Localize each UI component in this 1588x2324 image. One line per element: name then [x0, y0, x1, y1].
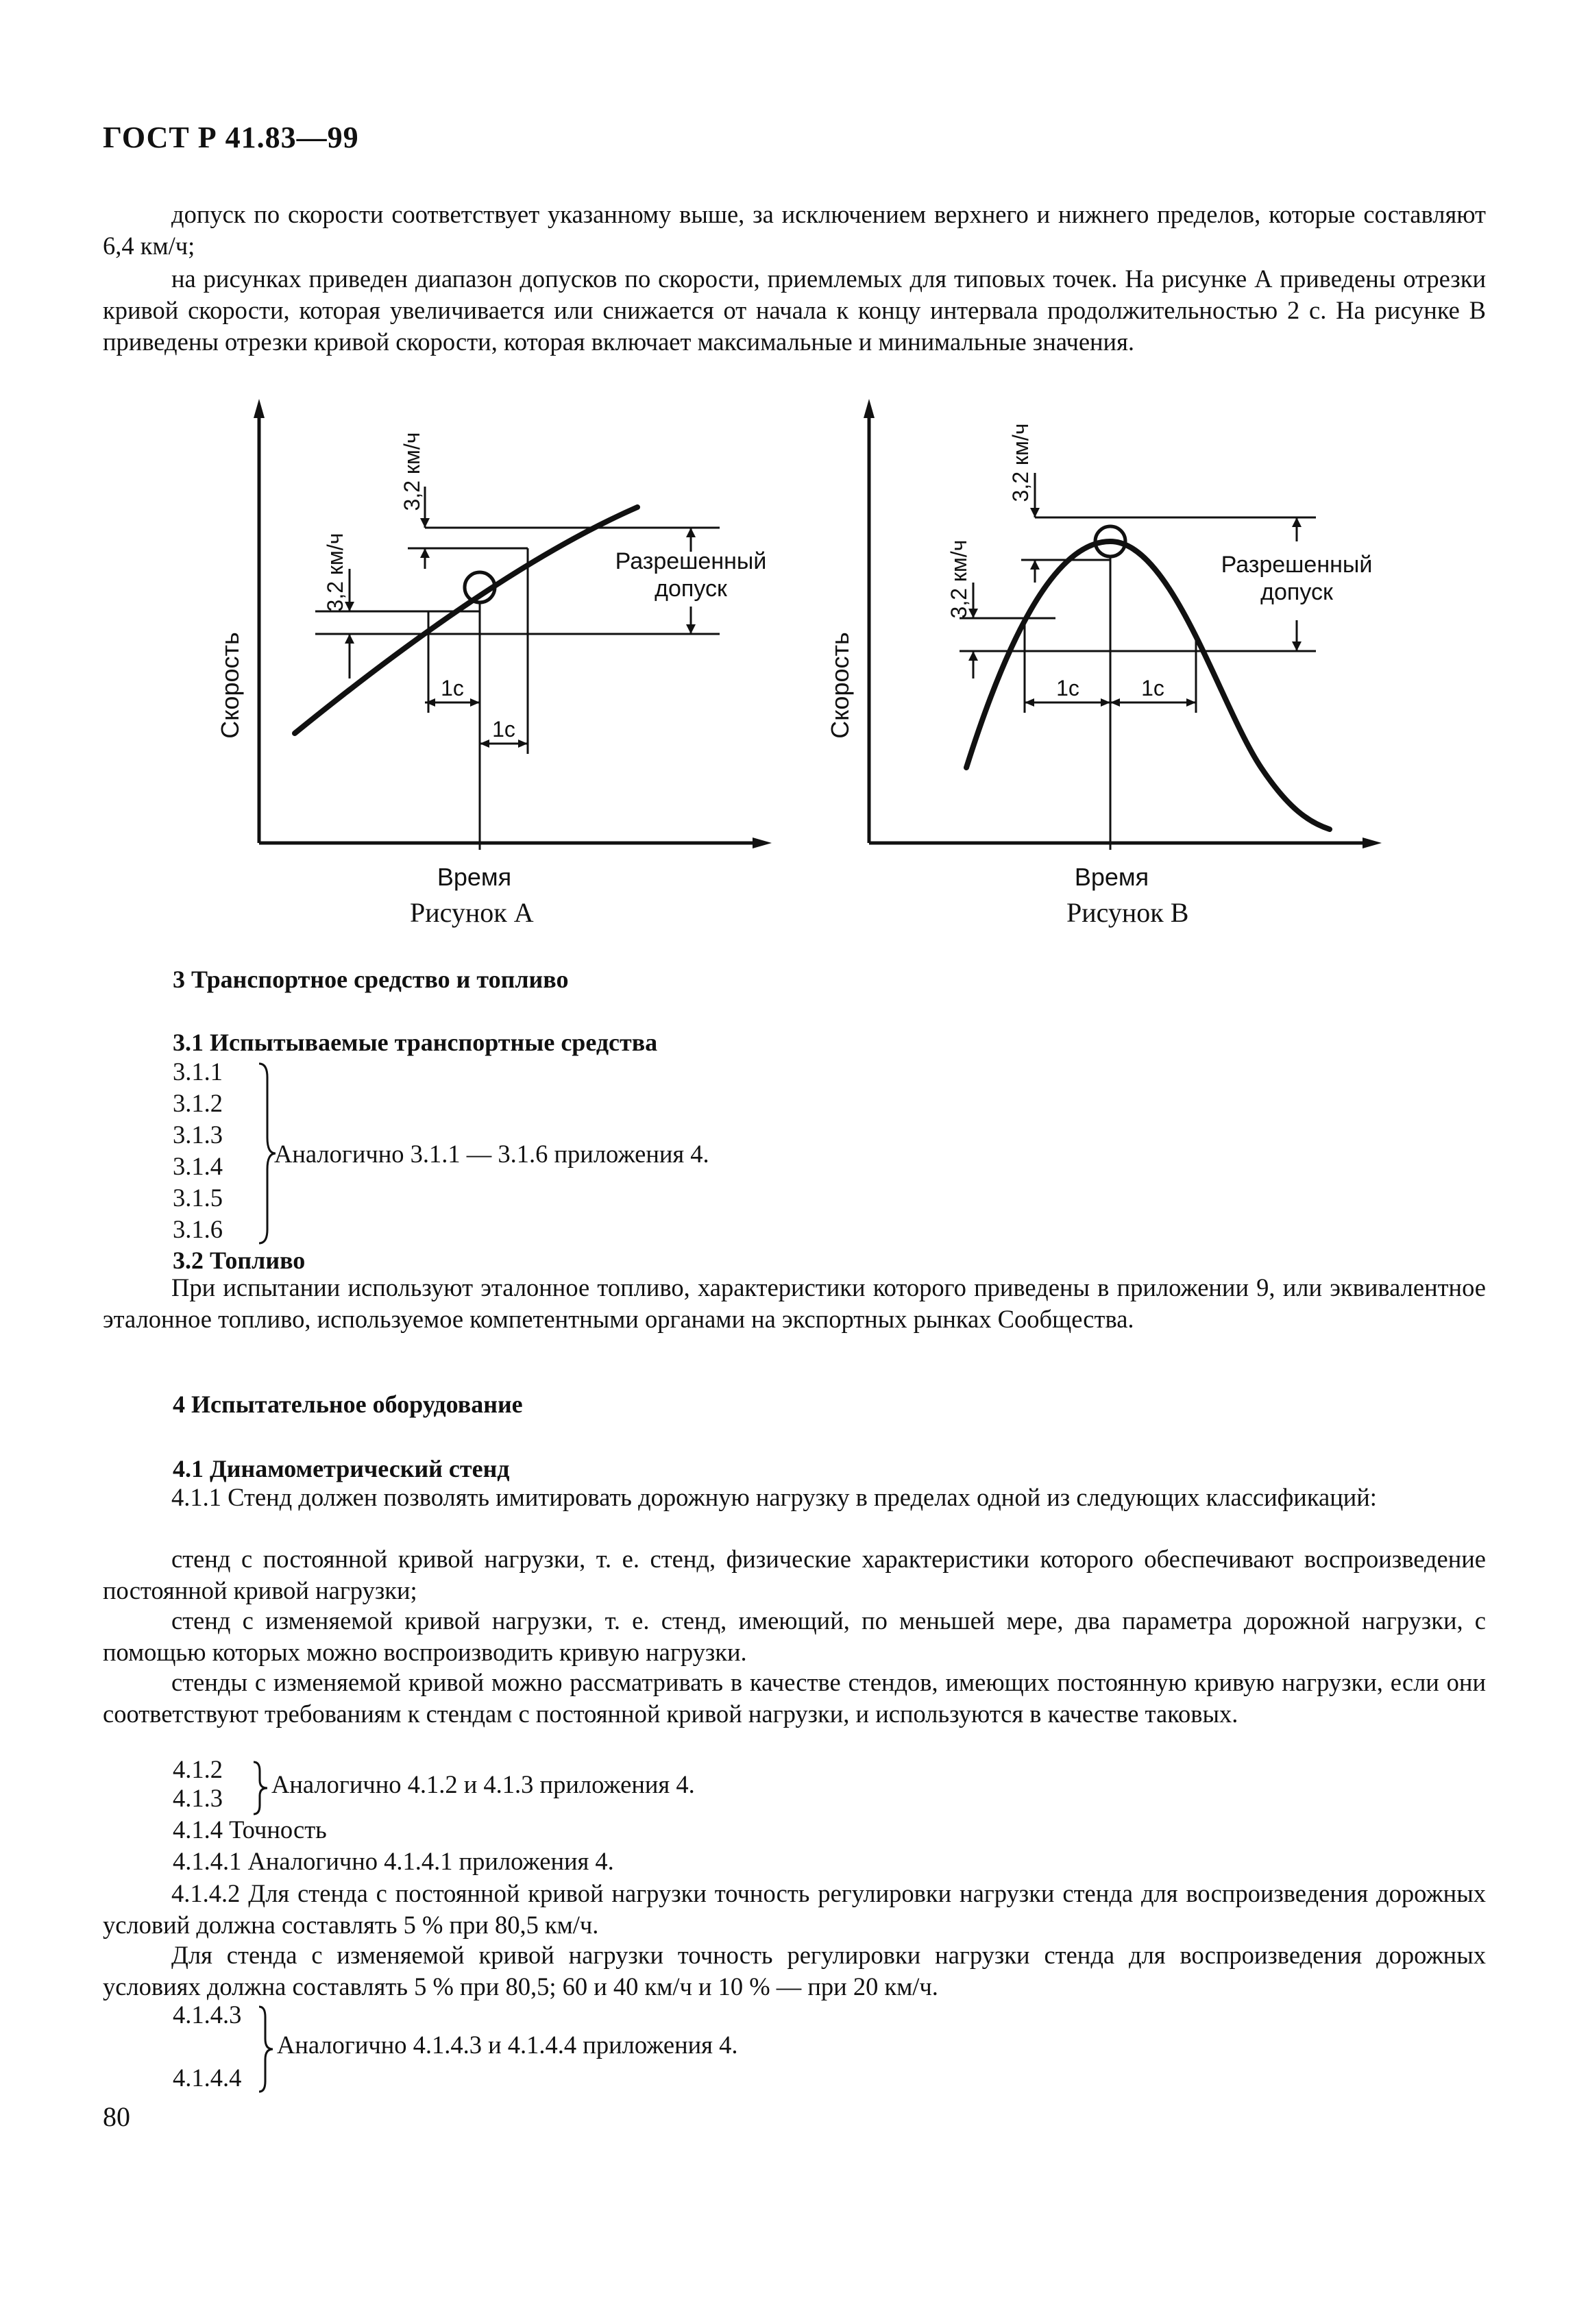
paragraph-4-1-4-2: 4.1.4.2 Для стенда с постоянной кривой нагрузки точность регулировки нагрузки стенда для воспроизведения дорожных условий должна составлять 5 % при 80,5 км/ч. — [103, 1879, 1486, 1939]
item-3-1-3: 3.1.3 — [173, 1121, 223, 1149]
paragraph-variable-stand: стенд с изменяемой кривой нагрузки, т. е. стенд, имеющий, по меньшей мере, два параметра дорожной нагрузки, с помощью которых можно воспроизводить кривую нагрузки. — [103, 1606, 1486, 1666]
figure-b — [809, 397, 1412, 891]
item-3-1-2: 3.1.2 — [173, 1089, 223, 1117]
section-3-title: 3 Транспортное средство и топливо — [173, 966, 569, 993]
figure-a-tolerance-upper-label: 3,2 км/ч — [400, 432, 424, 511]
paragraph-4-1-1: 4.1.1 Стенд должен позволять имитировать дорожную нагрузку в пределах одной из следующих классификаций: — [171, 1483, 1377, 1511]
figure-b-tolerance-lower-label: 3,2 км/ч — [946, 539, 971, 619]
item-4-1-2: 4.1.2 — [173, 1755, 223, 1783]
items-3-1-note: Аналогично 3.1.1 — 3.1.6 приложения 4. — [274, 1140, 709, 1168]
item-4-1-4: 4.1.4 Точность — [173, 1815, 327, 1844]
figure-a-interval-1: 1с — [441, 676, 464, 700]
item-4-1-4-4: 4.1.4.4 — [173, 2064, 242, 2092]
item-4-1-4-3: 4.1.4.3 — [173, 2001, 242, 2029]
figure-b-caption: Рисунок В — [1066, 897, 1189, 928]
item-3-1-4: 3.1.4 — [173, 1152, 223, 1180]
section-4-title: 4 Испытательное оборудование — [173, 1391, 523, 1418]
item-4-1-3: 4.1.3 — [173, 1784, 223, 1812]
figure-b-tolerance-upper-label: 3,2 км/ч — [1008, 423, 1033, 502]
paragraph-stands: стенды с изменяемой кривой можно рассматривать в качестве стендов, имеющих постоянную кривую нагрузки, если они соответствуют требованиям к стендам с постоянной кривой нагрузки, и используются в качестве таковых. — [103, 1668, 1486, 1728]
intro-paragraph-2: на рисунках приведен диапазон допусков по скорости, приемлемых для типовых точек. На рисунке А приведены отрезки кривой скорости, которая увеличивается или снижается от начала к концу интервала продолжительностью 2 с. На рисунке В приведены отрезки кривой скорости, которая включает максимальные и минимальные значения. — [103, 265, 1486, 356]
figure-b-interval-2: 1с — [1141, 676, 1164, 700]
section-3-2-title: 3.2 Топливо — [173, 1247, 306, 1274]
item-3-1-5: 3.1.5 — [173, 1184, 223, 1212]
figure-a-interval-2: 1с — [492, 717, 515, 742]
brace-4-1-2 — [249, 1760, 273, 1816]
item-4-1-4-1: 4.1.4.1 Аналогично 4.1.4.1 приложения 4. — [173, 1847, 614, 1875]
item-3-1-6: 3.1.6 — [173, 1215, 223, 1243]
figure-b-interval-1: 1с — [1056, 676, 1079, 700]
document-header: ГОСТ Р 41.83—99 — [103, 121, 359, 154]
figure-a-allowed-label-1: Разрешенный — [615, 548, 767, 574]
section-3-2-text: При испытании используют эталонное топливо, характеристики которого приведены в приложении 9, или эквивалентное эталонное топливо, используемое компетентными органами на экспортных рынках Сообщества. — [103, 1273, 1486, 1333]
page-number: 80 — [103, 2101, 130, 2132]
figure-b-allowed-label-1: Разрешенный — [1221, 552, 1373, 578]
figure-a-y-label: Скорость — [216, 632, 244, 739]
figure-a-allowed-label-2: допуск — [655, 576, 727, 602]
items-4-1-4-3-note: Аналогично 4.1.4.3 и 4.1.4.4 приложения 4. — [277, 2031, 738, 2059]
figure-b-x-label: Время — [1074, 863, 1149, 891]
section-4-1-title: 4.1 Динамометрический стенд — [173, 1455, 510, 1482]
item-3-1-1: 3.1.1 — [173, 1057, 223, 1086]
figure-b-y-label: Скорость — [826, 632, 854, 739]
figure-a — [199, 397, 802, 891]
figure-a-tolerance-lower-label: 3,2 км/ч — [323, 533, 347, 612]
figure-a-x-label: Время — [437, 863, 512, 891]
figure-a-caption: Рисунок А — [410, 897, 534, 928]
brace-4-1-4-3 — [255, 2005, 278, 2094]
items-4-1-2-note: Аналогично 4.1.2 и 4.1.3 приложения 4. — [271, 1770, 695, 1798]
section-3-1-title: 3.1 Испытываемые транспортные средства — [173, 1029, 658, 1056]
figure-b-allowed-label-2: допуск — [1260, 579, 1333, 605]
intro-paragraph-1: допуск по скорости соответствует указанному выше, за исключением верхнего и нижнего пределов, которые составляют 6,4 км/ч; — [103, 200, 1486, 260]
paragraph-variable-accuracy: Для стенда с изменяемой кривой нагрузки точность регулировки нагрузки стенда для воспроизведения дорожных условиях должна составлять 5 % при 80,5; 60 и 40 км/ч и 10 % — при 20 км/ч. — [103, 1941, 1486, 2001]
paragraph-constant-stand: стенд с постоянной кривой нагрузки, т. е. стенд, физические характеристики которого обеспечивают воспроизведение постоянной кривой нагрузки; — [103, 1545, 1486, 1604]
